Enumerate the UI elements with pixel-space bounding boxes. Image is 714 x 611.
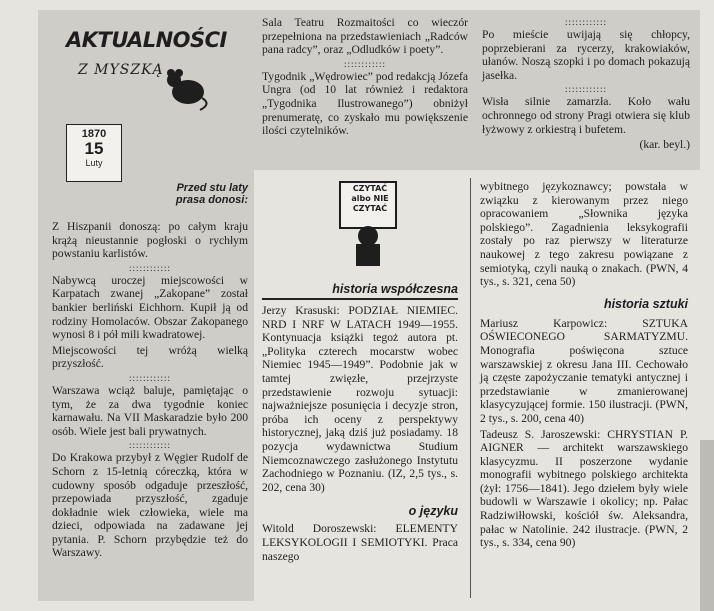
top-right-paragraph: Wisła silnie zamarzła. Koło wału ochronnego od strony Pragi otwiera się klub łyżwowy z orkiestrą i bufetem. xyxy=(482,95,690,136)
column-logo-subtitle: Z MYSZKĄ xyxy=(78,62,164,78)
left-paragraph: Miejscowości tej wróżą wielką przyszłość. xyxy=(52,343,248,371)
separator: :::::::::::: xyxy=(564,17,607,27)
separator: :::::::::::: xyxy=(128,262,171,273)
middle-column xyxy=(262,282,458,565)
date-box xyxy=(66,124,122,182)
mouse-icon xyxy=(160,60,214,112)
left-column-heading: Przed stu laty prasa donosi: xyxy=(175,182,248,206)
left-paragraph: Do Krakowa przybył z Węgier Rudolf de Schorn z 15-letnią córeczką, która w cudowny sposób odgaduje przeszłość, przepowiada przyszłość, zgaduje dokładnie wiek człowieka, wiele ma dzieci, odpowiada na zadawane jej pytania. P. Schorn przybędzie też do Warszawy. xyxy=(52,451,248,560)
section-title-art: historia sztuki xyxy=(603,296,688,311)
column-logo-title: AKTUALNOŚCI xyxy=(66,28,227,52)
separator: :::::::::::: xyxy=(128,372,171,383)
left-paragraph: Warszawa wciąż baluje, pamiętając o tym, że za dwa tygodnie koniec karnawału. Na VII Maskaradzie było 200 osób. Wiele jest bali prywatnych. xyxy=(52,383,248,438)
left-paragraph: Nabywcą uroczej miejscowości w Karpatach zwanej „Zakopane” został bankier berliński Eichhorn. Kupił ją od rodziny Homolaców. Obszar Zakopanego wynosi 8 i pół mili kwadratowej. xyxy=(52,273,248,342)
separator: :::::::::::: xyxy=(564,84,607,95)
badge-text: CZYTAĆ albo NIE CZYTAĆ xyxy=(351,184,389,213)
top-right-column xyxy=(482,16,690,154)
separator: :::::::::::: xyxy=(343,58,386,69)
separator: :::::::::::: xyxy=(128,440,171,451)
right-column xyxy=(480,180,688,552)
book-entry: Witold Doroszewski: ELEMENTY LEKSYKOLOGII I SEMIOTYKI. Praca naszego xyxy=(262,522,458,563)
page-edge xyxy=(700,440,714,611)
column-divider xyxy=(470,178,471,598)
book-entry: Mariusz Karpowicz: SZTUKA OŚWIECONEGO SARMATYZMU. Monografia poświęcona sztuce warszawskiej z okresu Jana III. Cechowało ją częste zapożyczanie tematyki antycznej i przedstawianie w zmanierowanej klasycyzującej formie. 150 ilustracji. (PWN, 2 tys., s. 200, cena 40) xyxy=(480,316,688,425)
left-paragraph: Z Hiszpanii donoszą: po całym kraju krążą nieustannie pogłoski o rychłym powstaniu karlistów. xyxy=(52,220,248,261)
date-month: Luty xyxy=(85,158,103,168)
top-middle-paragraph: Tygodnik „Wędrowiec” pod redakcją Józefa Ungra (od 10 lat również i redaktora „Tygodnika Ilustrowanego”) obniżył prenumeratę, co zyskało mu powiększenie ilości czytelników. xyxy=(262,69,468,138)
section-title-history: historia współczesna xyxy=(332,282,458,296)
top-middle-paragraph: Sala Teatru Rozmaitości co wieczór przepełniona na przedstawieniach „Radców pana radcy”, oraz „Odludków i poety”. xyxy=(262,16,468,57)
section-title-language: o języku xyxy=(408,504,458,519)
top-right-paragraph: Po mieście uwijają się chłopcy, poprzebierani za rycerzy, krakowiaków, ułanów. Noszą szopki i po domach pokazują jasełka. xyxy=(482,28,690,82)
signature: (kar. beyl.) xyxy=(639,138,690,152)
book-entry: Jerzy Krasuski: PODZIAŁ NIEMIEC. NRD I NRF W LATACH 1949—1955. Kontynuacja książki tegoż autora pt. „Polityka czterech mocarstw wobec Niemiec 1945—1949”. Podobnie jak w tamtej zwięzłe, przejrzyste przedstawienie rozwoju sytuacji: najważniejsze posunięcia i decyzje stron, próba ich oceny z perspektywy historycznej, jaką dziś już posiadamy. 18 pozycja wydawnictwa Studium Niemcoznawczego zasłużonego Instytutu Zachodniego w Poznaniu. (IZ, 2,5 tys., s. 202, cena 30) xyxy=(262,304,458,494)
book-entry: Tadeusz S. Jaroszewski: CHRYSTIAN P. AIGNER — architekt warszawskiego klasycyzmu. II poszerzone wydanie monografii wybitnego polskiego architekta (żył: 1756—1841). Jego dziełem były wiele budowli w Warszawie i okolicy; np. Pałac Radziwiłłowski, kościół św. Aleksandra, pałac w Natolinie. 242 ilustracje. (PWN, 2 tys., s. 334, cena 90) xyxy=(480,427,688,550)
book-entry: wybitnego językoznawcy; powstała w związku z kierowanym przez niego opracowaniem „Słownika języka polskiego”. Zagadnienia leksykografii zostały po raz pierwszy w literaturze naukowej z tego zakresu powiązane z semiotyką, czyli nauką o znakach. (PWN, 4 tys., s. 321, cena 50) xyxy=(480,180,688,289)
top-middle-column xyxy=(262,16,468,140)
left-column xyxy=(52,182,248,562)
date-year: 1870 xyxy=(81,128,107,140)
date-day: 15 xyxy=(84,139,104,158)
